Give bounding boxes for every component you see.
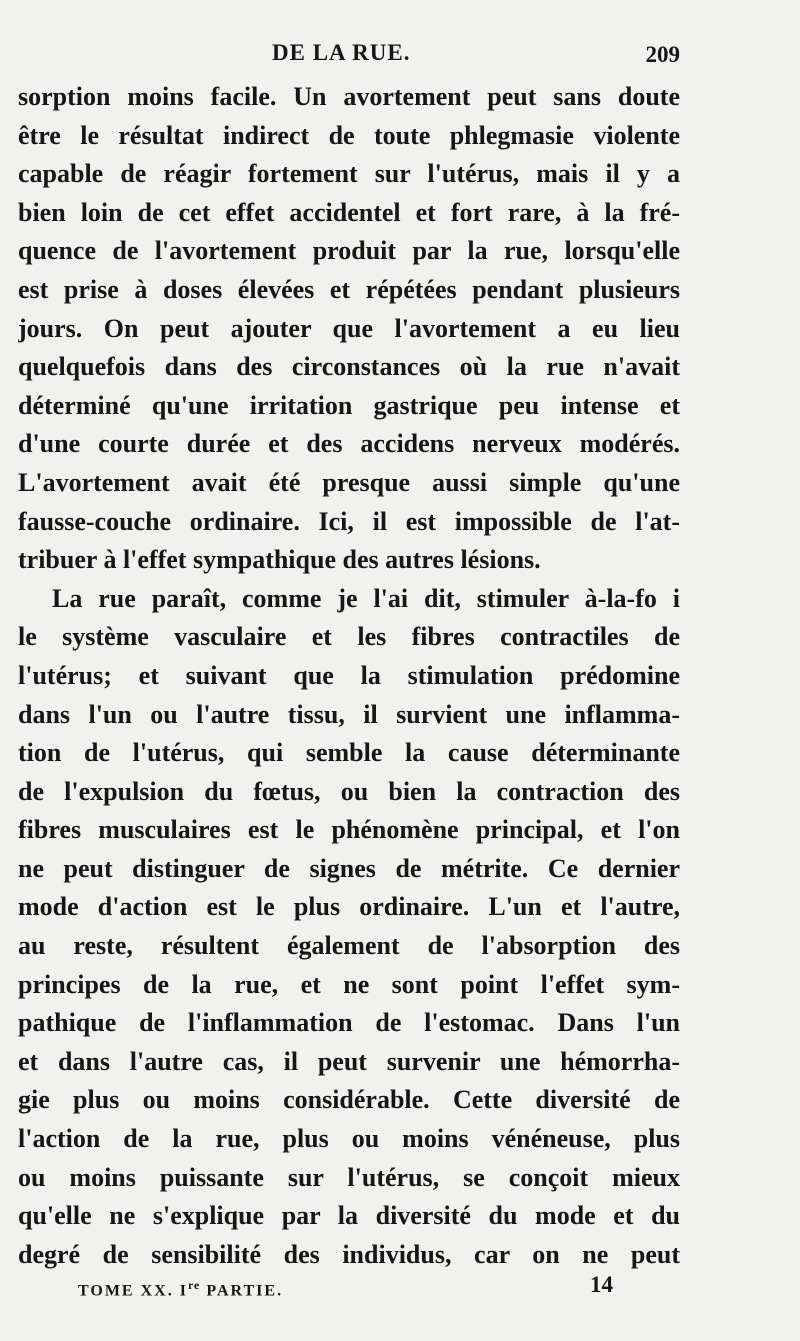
text-line: fibres musculaires est le phénomène principal, et l'on [18,815,680,845]
text-line: dans l'un ou l'autre tissu, il survient une inflamma- [18,699,680,729]
text-line: ou moins puissante sur l'utérus, se conçoit mieux [18,1162,680,1192]
text-line: quelquefois dans des circonstances où la rue n'avait [18,352,680,382]
signature-superscript: re [187,1278,201,1292]
text-line: mode d'action est le plus ordinaire. L'un et l'autre, [18,892,680,922]
paragraph-end-line: tribuer à l'effet sympathique des autres lésions. [18,545,541,575]
text-line: le système vasculaire et les fibres contractiles de [18,622,680,652]
text-line: au reste, résultent également de l'absorption des [18,931,680,961]
text-line: l'utérus; et suivant que la stimulation prédomine [18,660,680,690]
text-line: sorption moins facile. Un avortement peut sans doute [18,82,680,111]
signature-prefix: TOME XX. I [78,1282,188,1300]
signature-suffix: PARTIE. [200,1282,284,1300]
text-line: degré de sensibilité des individus, car on ne peut [18,1239,680,1269]
text-line: fausse-couche ordinaire. Ici, il est impossible de l'at- [18,506,680,536]
text-line: être le résultat indirect de toute phlegmasie violente [18,120,680,150]
signature-mark [78,1278,283,1300]
text-line: qu'elle ne s'explique par la diversité du mode et du [18,1201,680,1231]
text-line: de l'expulsion du fœtus, ou bien la contraction des [18,776,680,806]
text-line: principes de la rue, et ne sont point l'effet sym- [18,969,680,999]
text-line: jours. On peut ajouter que l'avortement a eu lieu [18,313,680,343]
page-number: 209 [645,42,680,67]
page-header [0,36,800,76]
text-line: pathique de l'inflammation de l'estomac. Dans l'un [18,1008,680,1038]
text-line: gie plus ou moins considérable. Cette diversité de [18,1085,680,1115]
paragraph-start-line: La rue paraît, comme je l'ai dit, stimuler à-la-fo i [52,583,680,613]
text-line: bien loin de cet effet accidentel et fort rare, à la fré- [18,197,680,227]
body-text [18,78,680,1274]
text-line: tion de l'utérus, qui semble la cause déterminante [18,738,680,768]
sheet-number: 14 [590,1272,613,1297]
page-footer [0,1268,800,1308]
text-line: ne peut distinguer de signes de métrite. Ce dernier [18,853,680,883]
text-line: est prise à doses élevées et répétées pendant plusieurs [18,274,680,304]
running-head: DE LA RUE. [272,40,411,65]
text-line: et dans l'autre cas, il peut survenir une hémorrha- [18,1046,680,1076]
text-line: capable de réagir fortement sur l'utérus, mais il y a [18,159,680,189]
text-line: d'une courte durée et des accidens nerveux modérés. [18,429,680,459]
text-line: l'action de la rue, plus ou moins vénéneuse, plus [18,1124,680,1154]
text-line: L'avortement avait été presque aussi simple qu'une [18,467,680,497]
text-line: quence de l'avortement produit par la rue, lorsqu'elle [18,236,680,266]
text-line: déterminé qu'une irritation gastrique peu intense et [18,390,680,420]
